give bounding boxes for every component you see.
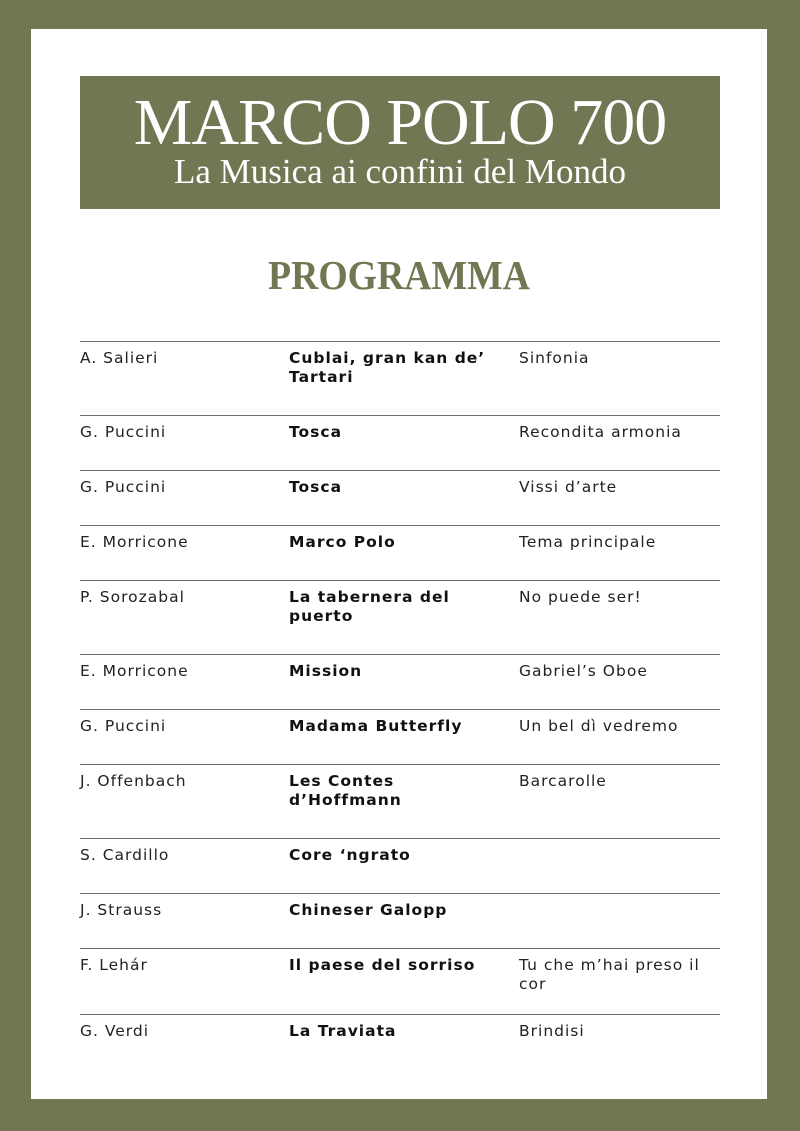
- piece-title: Recondita armonia: [519, 423, 682, 441]
- composer-name: G. Puccini: [80, 717, 167, 735]
- composer-name: G. Puccini: [80, 423, 167, 441]
- piece-title: Vissi d’arte: [519, 478, 618, 496]
- composer-name: G. Verdi: [80, 1022, 150, 1040]
- piece-title: Gabriel’s Oboe: [519, 662, 648, 680]
- piece-title: Brindisi: [519, 1022, 585, 1040]
- composer-name: E. Morricone: [80, 533, 189, 551]
- composer-name: J. Offenbach: [80, 772, 187, 790]
- composer-name: J. Strauss: [80, 901, 163, 919]
- composer-name: P. Sorozabal: [80, 588, 185, 606]
- composer-name: E. Morricone: [80, 662, 189, 680]
- composer-name: A. Salieri: [80, 349, 159, 367]
- composer-name: G. Puccini: [80, 478, 167, 496]
- opera-title: Cublai, gran kan de’ Tartari: [289, 349, 486, 386]
- opera-title: Marco Polo: [289, 533, 396, 551]
- program-row: [80, 525, 720, 580]
- opera-title: La Traviata: [289, 1022, 397, 1040]
- title-banner: [80, 76, 720, 209]
- program-row: [80, 654, 720, 709]
- opera-title: Mission: [289, 662, 363, 680]
- program-row: [80, 709, 720, 764]
- opera-title: Il paese del sorriso: [289, 956, 476, 974]
- program-row: [80, 948, 720, 1014]
- program-heading: PROGRAMMA: [268, 252, 530, 298]
- program-row: [80, 893, 720, 948]
- piece-title: Sinfonia: [519, 349, 590, 367]
- opera-title: Chineser Galopp: [289, 901, 448, 919]
- opera-title: La tabernera del puerto: [289, 588, 450, 625]
- program-row: [80, 580, 720, 654]
- composer-name: F. Lehár: [80, 956, 148, 974]
- program-row: [80, 470, 720, 525]
- program-row: [80, 764, 720, 838]
- opera-title: Tosca: [289, 478, 343, 496]
- composer-name: S. Cardillo: [80, 846, 170, 864]
- program-row: [80, 415, 720, 470]
- program-sheet: [31, 29, 767, 1099]
- program-row: [80, 341, 720, 415]
- program-row: [80, 1014, 720, 1069]
- opera-title: Les Contes d’Hoffmann: [289, 772, 402, 809]
- piece-title: Tema principale: [519, 533, 657, 551]
- program-table: [80, 341, 720, 1069]
- piece-title: Barcarolle: [519, 772, 607, 790]
- program-row: [80, 838, 720, 893]
- event-title: MARCO POLO 700: [133, 86, 667, 159]
- piece-title: No puede ser!: [519, 588, 642, 606]
- opera-title: Madama Butterfly: [289, 717, 463, 735]
- opera-title: Core ‘ngrato: [289, 846, 411, 864]
- piece-title: Un bel dì vedremo: [519, 717, 679, 735]
- piece-title: Tu che m’hai preso il cor: [519, 956, 700, 993]
- opera-title: Tosca: [289, 423, 343, 441]
- event-subtitle: La Musica ai confini del Mondo: [174, 152, 626, 191]
